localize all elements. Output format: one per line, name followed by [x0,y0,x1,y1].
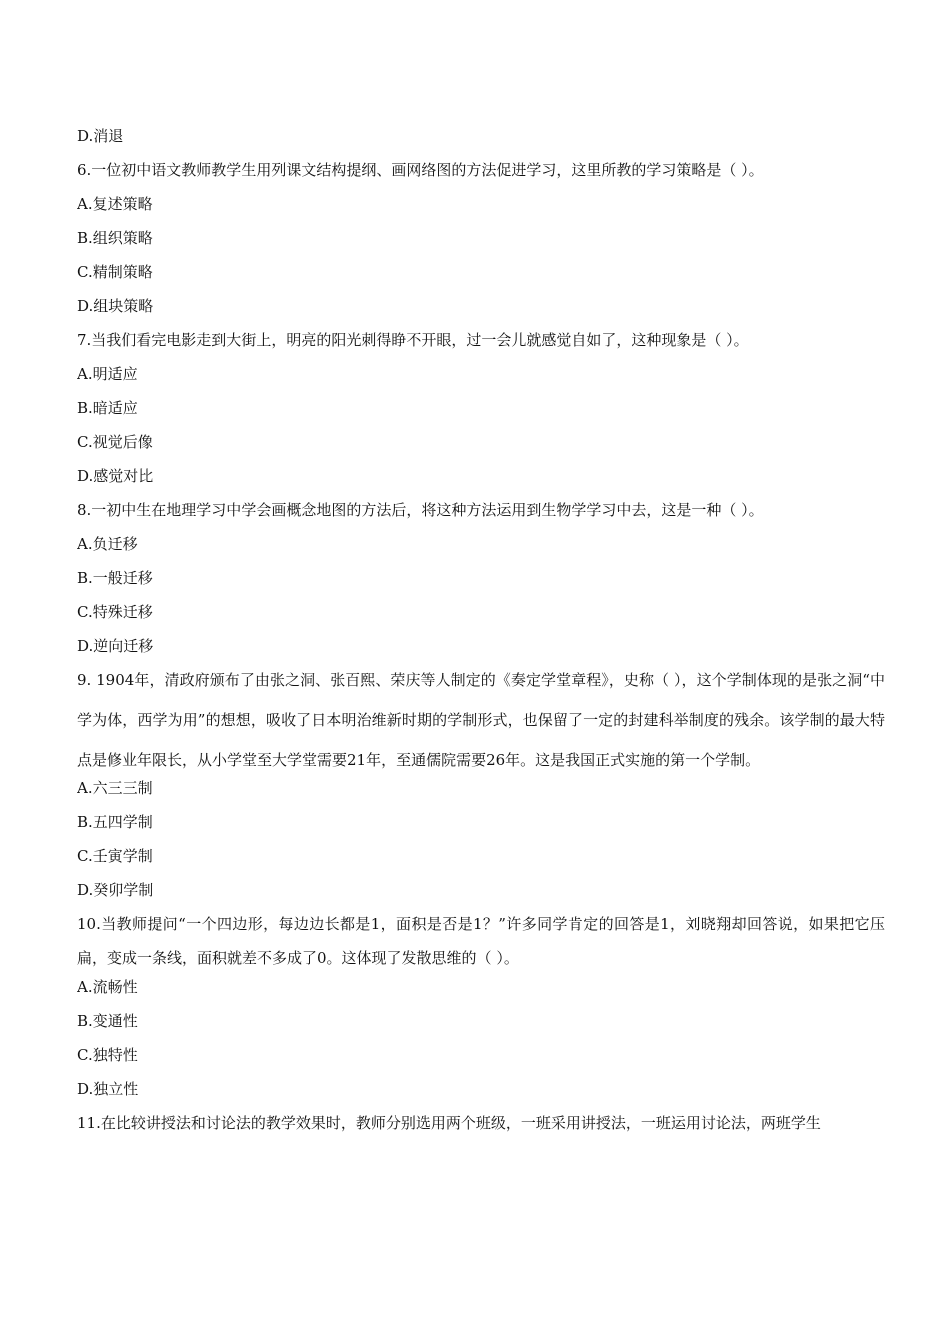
q9-option-a: A.六三三制 [77,779,153,797]
q7-option-a: A.明适应 [77,365,138,383]
q9-option-c: C.壬寅学制 [77,847,153,865]
q10-option-c: C.独特性 [77,1046,138,1064]
q10-option-d: D.独立性 [77,1080,139,1098]
document-body [77,124,885,1145]
q9-option-b: B.五四学制 [77,813,153,831]
q7-option-b: B.暗适应 [77,399,138,417]
q6-option-d: D.组块策略 [77,297,154,315]
q10-option-b: B.变通性 [77,1012,138,1030]
question-11: 11.在比较讲授法和讨论法的教学效果时，教师分别选用两个班级，一班采用讲授法，一班运用讨论法，两班学生 [77,1114,821,1132]
q5-option-d: D.消退 [77,127,124,145]
question-6: 6.一位初中语文教师教学生用列课文结构提纲、画网络图的方法促进学习，这里所教的学习策略是（ ）。 [77,161,764,179]
question-8: 8.一初中生在地理学习中学会画概念地图的方法后，将这种方法运用到生物学学习中去，这是一种（ ）。 [77,501,764,519]
q8-option-d: D.逆向迁移 [77,637,154,655]
q6-option-b: B.组织策略 [77,229,153,247]
q8-option-a: A.负迁移 [77,535,138,553]
q7-option-c: C.视觉后像 [77,433,153,451]
question-7: 7.当我们看完电影走到大街上，明亮的阳光刺得睁不开眼，过一会儿就感觉自如了，这种现象是（ ）。 [77,331,749,349]
q6-option-a: A.复述策略 [77,195,153,213]
question-10: 10.当教师提问“一个四边形，每边边长都是1，面积是否是1？”许多同学肯定的回答是1，刘晓翔却回答说，如果把它压扁，变成一条线，面积就差不多成了0。这体现了发散思维的（ ）。 [77,915,885,967]
q9-option-d: D.癸卯学制 [77,881,154,899]
q8-option-c: C.特殊迁移 [77,603,153,621]
q6-option-c: C.精制策略 [77,263,153,281]
q7-option-d: D.感觉对比 [77,467,154,485]
q8-option-b: B.一般迁移 [77,569,153,587]
question-9: 9. 1904年，清政府颁布了由张之洞、张百熙、荣庆等人制定的《奏定学堂章程》，史称（ ），这个学制体现的是张之洞“中学为体，西学为用”的想想，吸收了日本明治维新时期的学制形式，也保留了一定的封建科举制度的残余。该学制的最大特点是修业年限长，从小学堂至大学堂需要21年，至通儒院需要26年。这是我国正式实施的第一个学制。 [77,671,885,769]
q10-option-a: A.流畅性 [77,978,138,996]
